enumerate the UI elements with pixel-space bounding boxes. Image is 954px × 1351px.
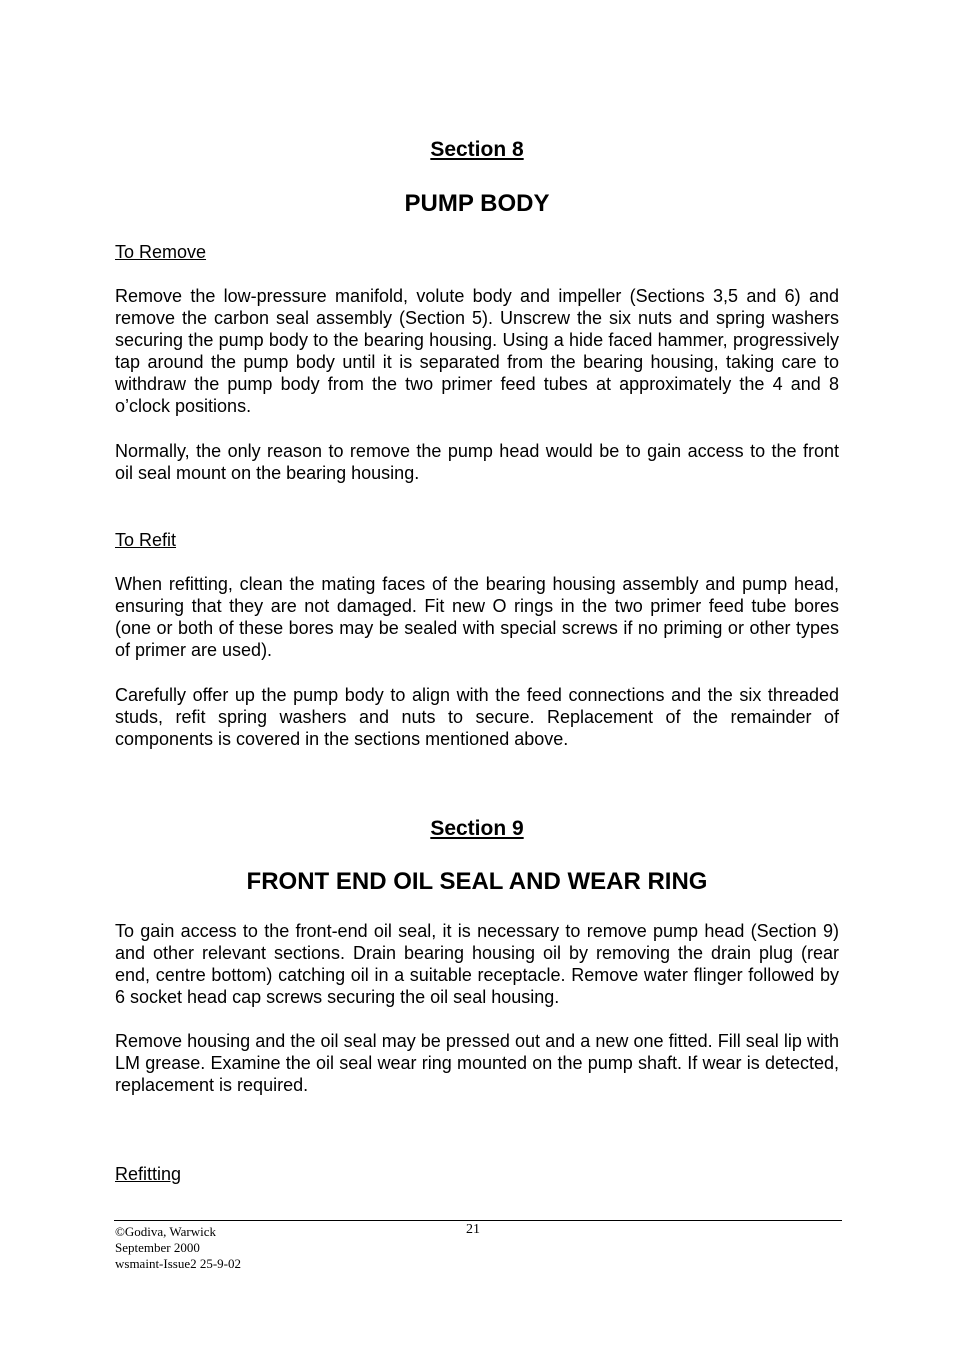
footer-doc-ref: wsmaint-Issue2 25-9-02 [115, 1256, 242, 1271]
page-number: 21 [466, 1222, 480, 1237]
refit-paragraph-1: When refitting, clean the mating faces of the bearing housing assembly and pump head, ensuring that they are not damaged. Fit new O rings in the two primer feed tube bores (one or both of these bores may be sealed with special screws if no priming or other types of primer are used). [115, 574, 839, 660]
section-9-paragraph-2: Remove housing and the oil seal may be pressed out and a new one fitted. Fill seal lip with LM grease. Examine the oil seal wear ring mounted on the pump shaft. If wear is detected, replacement is required. [115, 1031, 839, 1095]
section-8-label: Section 8 [430, 138, 524, 161]
to-refit-heading: To Refit [115, 530, 177, 550]
refit-paragraph-2: Carefully offer up the pump body to align with the feed connections and the six threaded studs, refit spring washers and nuts to secure. Replacement of the remainder of components is covered in the sections mentioned above. [115, 685, 839, 749]
footer-divider [114, 1220, 842, 1221]
section-8-title: PUMP BODY [404, 190, 550, 217]
section-9-title: FRONT END OIL SEAL AND WEAR RING [246, 868, 708, 895]
remove-paragraph-2: Normally, the only reason to remove the pump head would be to gain access to the front oil seal mount on the bearing housing. [115, 441, 839, 483]
to-remove-heading: To Remove [115, 242, 207, 262]
section-9-label: Section 9 [430, 817, 524, 840]
remove-paragraph-1: Remove the low-pressure manifold, volute body and impeller (Sections 3,5 and 6) and remove the carbon seal assembly (Section 5). Unscrew the six nuts and spring washers securing the pump body to the bearing housing. Using a hide faced hammer, progressively tap around the pump body until it is separated from the bearing housing, taking care to withdraw the pump body from the two primer feed tubes at approximately the 4 and 8 o’clock positions. [115, 286, 839, 416]
section-9-paragraph-1: To gain access to the front-end oil seal, it is necessary to remove pump head (Section 9) and other relevant sections. Drain bearing housing oil by removing the drain plug (rear end, centre bottom) catching oil in a suitable receptacle. Remove water flinger followed by 6 socket head cap screws securing the oil seal housing. [115, 921, 839, 1007]
footer-copyright: ©Godiva, Warwick [115, 1224, 217, 1239]
footer-date: September 2000 [115, 1240, 200, 1255]
refitting-heading: Refitting [115, 1164, 182, 1184]
